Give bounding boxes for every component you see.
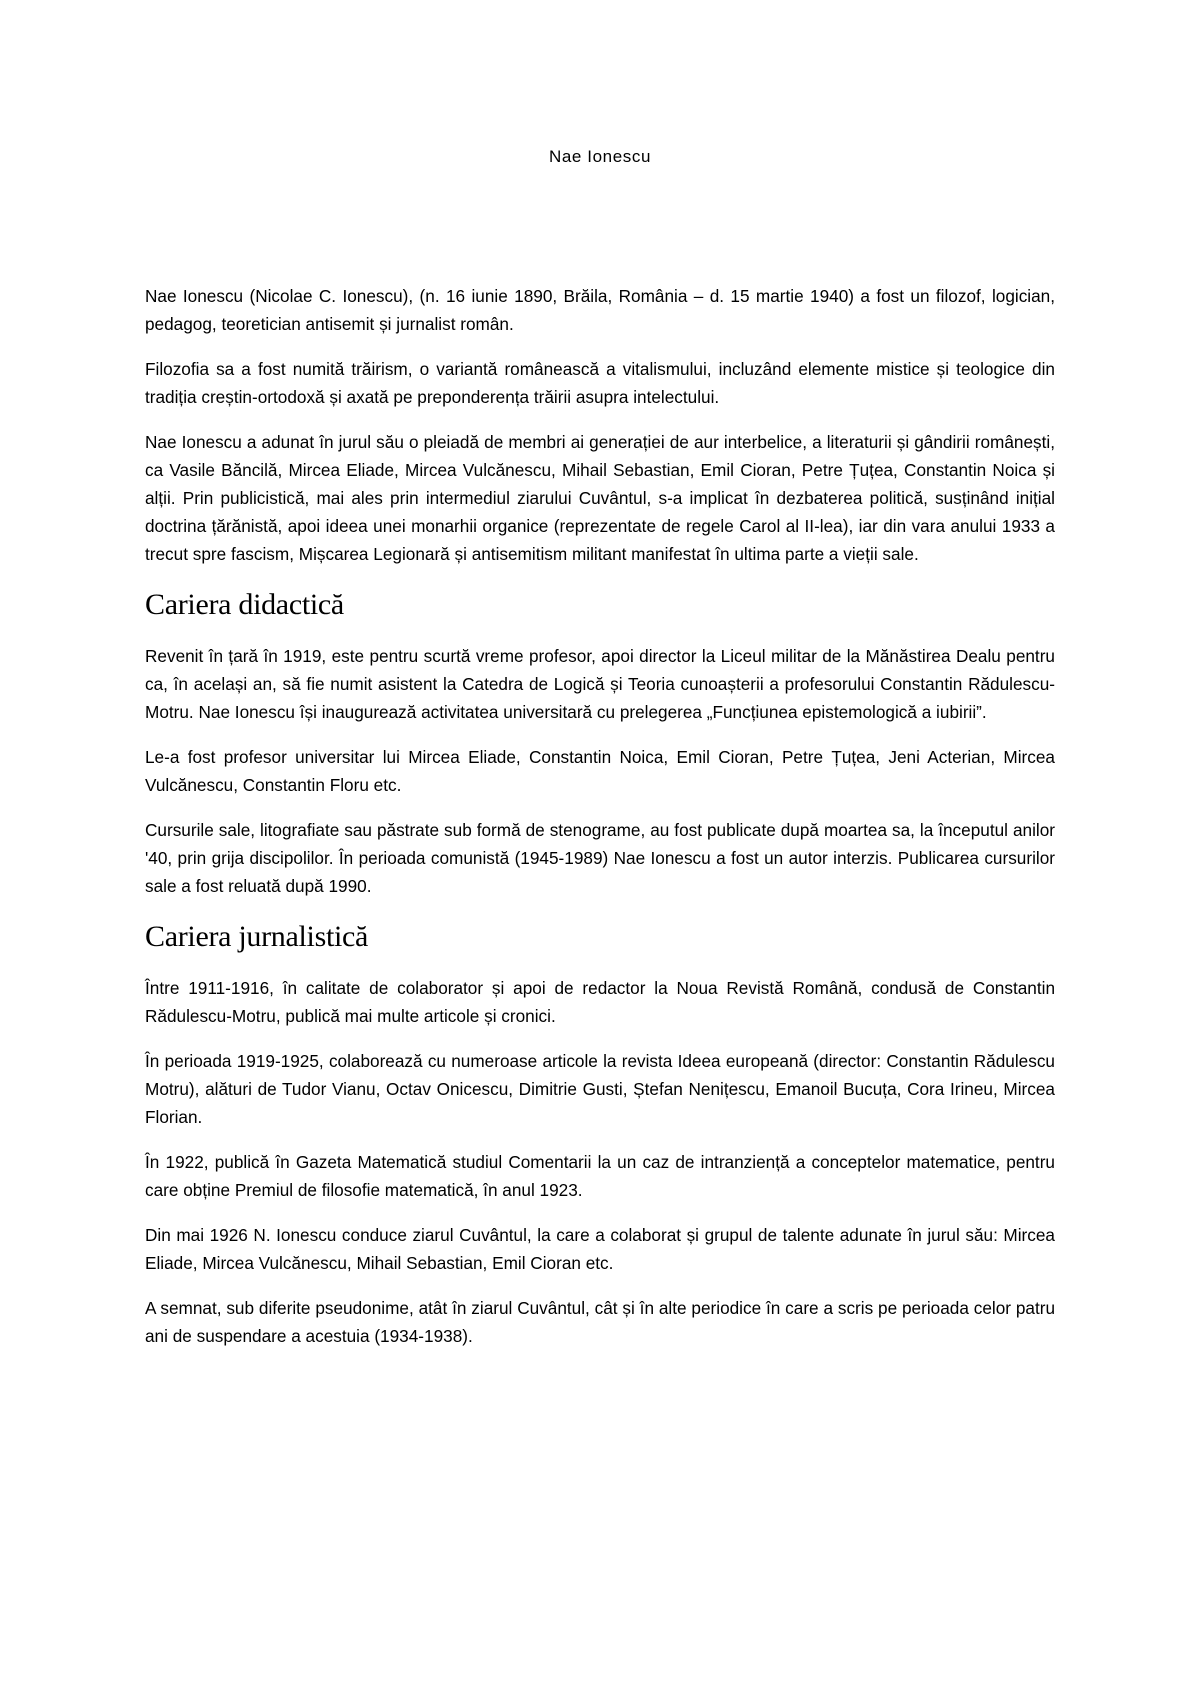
section-paragraph: Din mai 1926 N. Ionescu conduce ziarul Cuvântul, la care a colaborat și grupul de talente adunate în jurul său: Mircea Eliade, Mircea Vulcănescu, Mihail Sebastian, Emil Cioran etc. <box>145 1225 1055 1273</box>
section-heading-didactic-career: Cariera didactică <box>145 588 344 621</box>
intro-paragraph: Nae Ionescu (Nicolae C. Ionescu), (n. 16 iunie 1890, Brăila, România – d. 15 martie 1940) a fost un filozof, logician, pedagog, teoretician antisemit și jurnalist român. <box>145 286 1055 334</box>
section-paragraph: Cursurile sale, litografiate sau păstrate sub formă de stenograme, au fost publicate după moartea sa, la începutul anilor '40, prin grija discipolilor. În perioada comunistă (1945-1989) Nae Ionescu a fost un autor interzis. Publicarea cursurilor sale a fost reluată după 1990. <box>145 820 1055 896</box>
section-paragraph: A semnat, sub diferite pseudonime, atât în ziarul Cuvântul, cât și în alte periodice în care a scris pe perioada celor patru ani de suspendare a acestuia (1934-1938). <box>145 1298 1055 1346</box>
document-body <box>145 282 1055 1367</box>
section-paragraph: În 1922, publică în Gazeta Matematică studiul Comentarii la un caz de intranziență a conceptelor matematice, pentru care obține Premiul de filosofie matematică, în anul 1923. <box>145 1152 1055 1200</box>
intro-paragraph: Nae Ionescu a adunat în jurul său o pleiadă de membri ai generației de aur interbelice, a literaturii și gândirii românești, ca Vasile Băncilă, Mircea Eliade, Mircea Vulcănescu, Mihail Sebastian, Emil Cioran, Petre Țuțea, Constantin Noica și alții. Prin publicistică, mai ales prin intermediul ziarului Cuvântul, s-a implicat în dezbaterea politică, susținând inițial doctrina țărănistă, apoi ideea unei monarhii organice (reprezentate de regele Carol al II-lea), iar din vara anului 1933 a trecut spre fascism, Mișcarea Legionară și antisemitism militant manifestat în ultima parte a vieții sale. <box>145 432 1055 564</box>
section-paragraph: Revenit în țară în 1919, este pentru scurtă vreme profesor, apoi director la Liceul militar de la Mănăstirea Dealu pentru ca, în același an, să fie numit asistent la Catedra de Logică și Teoria cunoașterii a profesorului Constantin Rădulescu-Motru. Nae Ionescu își inaugurează activitatea universitară cu prelegerea „Funcțiunea epistemologică a iubirii”. <box>145 646 1055 722</box>
document-title: Nae Ionescu <box>548 147 652 166</box>
section-heading-journalistic-career: Cariera jurnalistică <box>145 920 369 953</box>
section-paragraph: Le-a fost profesor universitar lui Mircea Eliade, Constantin Noica, Emil Cioran, Petre Țuțea, Jeni Acterian, Mircea Vulcănescu, Constantin Floru etc. <box>145 747 1055 795</box>
section-paragraph: Între 1911-1916, în calitate de colaborator și apoi de redactor la Noua Revistă Română, condusă de Constantin Rădulescu-Motru, publică mai multe articole și cronici. <box>145 978 1055 1026</box>
section-paragraph: În perioada 1919-1925, colaborează cu numeroase articole la revista Ideea europeană (director: Constantin Rădulescu Motru), alături de Tudor Vianu, Octav Onicescu, Dimitrie Gusti, Ștefan Nenițescu, Emanoil Bucuța, Cora Irineu, Mircea Florian. <box>145 1051 1055 1127</box>
intro-paragraph: Filozofia sa a fost numită trăirism, o variantă românească a vitalismului, incluzând elemente mistice și teologice din tradiția creștin-ortodoxă și axată pe preponderența trăirii asupra intelectului. <box>145 359 1055 407</box>
